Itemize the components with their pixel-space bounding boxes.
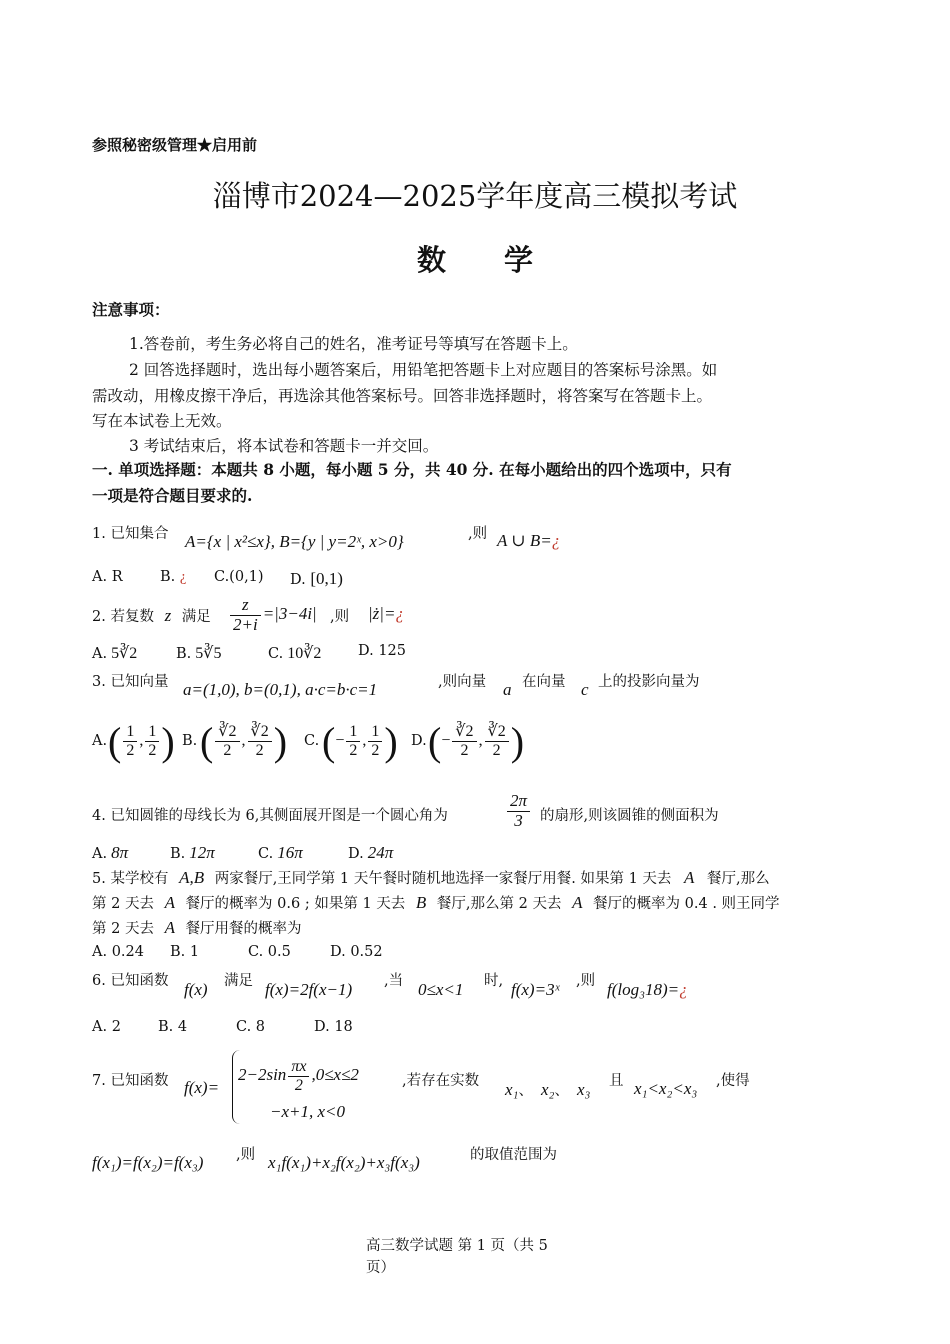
denominator: 2 [126,742,135,759]
q5-text: 餐厅的概率为 0.4 . 则王同学 [593,896,780,912]
q4-option-d [348,843,393,863]
paren-open: ( [108,719,122,764]
notice-item-3: 3 考试结束后，将本试卷和答题卡一并交回。 [129,437,439,455]
q2-then: ,则 [330,609,350,625]
q4-option-b [170,843,215,863]
q1-stem: 1. 已知集合 [92,526,169,542]
q3-onto: 在向量 [522,674,566,690]
q7-vars [505,1079,590,1100]
q6-option-c: C. 8 [236,1019,266,1035]
q3-option-d: (− $\frac{∛2}{2}$ , $\frac{∛2}{2}$ ) [428,719,525,764]
q2-fraction-num: z [230,596,261,616]
numerator: ∛2 [452,723,476,742]
page-footer-cont: 页） [366,1260,395,1276]
q6-satisfy: 满足 [224,973,253,989]
numerator: ∛2 [248,723,272,742]
q3-option-a: ( $\frac{1}{2}$ , $\frac{1}{2}$ ) [108,719,175,764]
q3-option-b: ( $\frac{∛2}{2}$ , $\frac{∛2}{2}$ ) [200,719,288,764]
fraction [452,723,476,759]
q4-angle [505,792,532,830]
section-heading: 一. 单项选择题：本题共 8 小题，每小题 5 分，共 40 分. 在每小题给出的四个选项中，只有 [92,460,732,479]
q1-option-b [160,569,186,586]
fraction [485,723,509,759]
q6-option-b: B. 4 [158,1019,188,1035]
q5-var-a: A [684,868,695,887]
q7-case-1-den: 2 [294,1076,303,1094]
q2-var: z [164,606,172,625]
paren-close: ) [384,719,398,764]
q7-case-1-num: πx [288,1058,309,1077]
q6-ask [607,980,688,1000]
q2-option-b [176,643,221,663]
q3-vec-c: c [581,680,589,699]
q2-fraction [230,596,261,634]
q6-definition: f(x)=3ˣ [511,980,560,999]
q7-range-ask: 的取值范围为 [470,1147,557,1163]
paren-close: ) [161,719,175,764]
q5-text: 两家餐厅,王同学第 1 天午餐时随机地选择一家餐厅用餐. 如果第 1 天去 [214,871,672,887]
q7-stem: 7. 已知函数 [92,1073,169,1089]
denominator: 2 [255,742,264,759]
fraction [215,723,239,759]
q2-stem-text: 2. 若复数 [92,609,154,625]
q3-vec-a: a [503,680,512,699]
q5-text: 餐厅的概率为 0.6 ; 如果第 1 天去 [185,896,406,912]
q4-option-d-label: D. [348,846,364,862]
q1-option-d-value: [0,1) [310,569,343,588]
q4-option-a [92,843,128,863]
fraction [368,723,382,759]
q5-restaurants: A,B [179,868,205,887]
q4-angle-den: 3 [514,810,523,830]
notice-item-2-cont: 需改动，用橡皮擦干净后，再选涂其他答案标号。回答非选择题时，将答案写在答题卡上。 [92,387,713,405]
q7-case-1-expr: 2−2sin [238,1065,287,1084]
q6-option-a: A. 2 [92,1019,121,1035]
paren-open: ( [322,719,336,764]
q2-stem [92,605,211,626]
denominator: 2 [492,742,501,759]
q2-option-b-value: 5∛5 [195,645,222,662]
q7-such-that: ,使得 [716,1073,750,1089]
q7-sep: 、 [554,1083,569,1099]
q5-var-a: A [164,918,175,937]
q7-exists: ,若存在实数 [402,1073,480,1089]
fraction [346,723,360,759]
q6-fx: f(x) [184,980,208,999]
notice-item-2-end: 写在本试卷上无效。 [92,412,232,430]
q5-option-d: D. 0.52 [330,944,383,960]
q7-case-2: −x+1, x<0 [270,1102,346,1121]
denominator: 2 [148,742,157,759]
q5-option-a: A. 0.24 [92,944,144,960]
denominator: 2 [371,742,380,759]
q5-line-1 [92,867,770,888]
denominator: 2 [460,742,469,759]
minus-sign: − [441,732,451,750]
notice-item-2: 2 回答选择题时，选出每小题答案后，用铅笔把答题卡上对应题目的答案标号涂黑。如 [129,361,718,379]
q4-option-b-label: B. [170,846,186,862]
q5-line-2 [92,892,780,913]
page-footer: 高三数学试题 第 1 页（共 5 [366,1238,548,1254]
q5-text: 第 2 天去 [92,896,154,912]
notice-title: 注意事项： [92,300,170,319]
q3-option-b-label: B. [182,733,198,749]
q3-option-a-label: A. [92,733,108,749]
numerator: ∛2 [215,723,239,742]
fraction [123,723,137,759]
q6-when: ,当 [384,973,404,989]
q3-option-c-label: C. [304,733,320,749]
paren-close: ) [273,719,288,764]
q3-option-c: (− $\frac{1}{2}$ , $\frac{1}{2}$ ) [322,719,398,764]
q7-and: 且 [609,1073,624,1089]
q2-option-a-value: 5∛2 [111,645,138,662]
q7-case-1-fraction [288,1058,309,1094]
section-heading-cont: 一项是符合题目要求的. [92,486,253,505]
numerator: 1 [123,723,137,742]
q1-option-d [290,569,343,589]
q1-option-c: C.(0,1) [214,569,264,585]
q6-stem: 6. 已知函数 [92,973,169,989]
numerator: 1 [145,723,159,742]
q5-text: 餐厅,那么 [707,871,770,887]
q3-tail: 上的投影向量为 [598,674,700,690]
q6-blank: ¿ [679,980,688,999]
notice-item-1: 1.答卷前，考生务必将自己的姓名，准考证号等填写在答题卡上。 [129,335,578,353]
q6-relation: f(x)=2f(x−1) [265,980,353,999]
q2-option-a-label: A. [92,646,108,662]
q7-case-1 [238,1058,359,1094]
q4-option-a-value: 8π [111,843,129,862]
q1-sets: A={x | x²≤x}, B={y | y=2ˣ, x>0} [185,532,404,551]
q7-then: ,则 [236,1147,256,1163]
denominator: 2 [349,742,358,759]
q7-sum-expr: x₁f(x₁)+x₂f(x₂)+x₃f(x₃) [268,1153,420,1172]
q4-option-c [258,843,303,863]
q1-option-b-label: B. [160,569,176,585]
paren-open: ( [428,719,442,764]
q5-var-b: B [415,893,427,912]
minus-sign: − [335,732,345,750]
q5-var-a: A [164,893,175,912]
q5-text: 餐厅用餐的概率为 [185,921,302,937]
q7-fx: f(x)= [184,1078,220,1097]
q3-option-d-label: D. [411,733,427,749]
q5-text: 5. 某学校有 [92,871,169,887]
q5-line-3 [92,917,302,938]
q4-option-c-value: 16π [277,843,303,862]
q3-stem: 3. 已知向量 [92,674,169,690]
q2-ask-expr: |ż|= [368,604,396,623]
q7-x3: x₃ [576,1080,591,1099]
q7-sep: 、 [518,1083,533,1099]
fraction [248,723,272,759]
q1-option-b-value: ¿ [179,569,187,585]
denominator: 2 [223,742,232,759]
q7-order: x₁<x₂<x₃ [634,1079,698,1098]
q6-range: 0≤x<1 [418,980,464,999]
q6-option-d: D. 18 [314,1019,353,1035]
q4-angle-num: 2π [507,792,530,812]
q7-equal-values: f(x₁)=f(x₂)=f(x₃) [92,1153,204,1172]
q4-option-b-value: 12π [189,843,215,862]
numerator: 1 [346,723,360,742]
q2-fraction-den: 2+i [233,614,258,634]
q3-then: ,则向量 [438,674,487,690]
q5-text: 餐厅,那么第 2 天去 [436,896,562,912]
q4-option-a-label: A. [92,846,108,862]
secrecy-label: 参照秘密级管理★启用前 [92,136,258,154]
q4-option-d-value: 24π [367,843,394,862]
q2-option-c [268,643,321,663]
q6-ask-expr: f(log₃18)= [607,980,680,999]
numerator: 1 [368,723,382,742]
q6-at: 时, [484,973,504,989]
q1-option-a: A. R [92,569,123,585]
q1-then: ,则 [468,526,488,542]
q2-option-b-label: B. [176,646,192,662]
q3-vectors: a=(1,0), b=(0,1), a·c=b·c=1 [183,680,378,699]
q1-blank: ¿ [551,531,561,550]
q2-option-d: D. 125 [358,643,407,659]
q7-case-1-cond: ,0≤x≤2 [311,1065,359,1084]
q7-x1: x₁ [505,1080,519,1099]
q1-option-d-label: D. [290,572,306,588]
subject-title: 数 学 [416,243,533,277]
q4-tail: 的扇形,则该圆锥的侧面积为 [540,808,719,824]
q2-ask [368,604,404,624]
q5-text: 第 2 天去 [92,921,154,937]
q2-option-c-label: C. [268,646,284,662]
q2-option-a [92,643,137,663]
paren-close: ) [510,719,525,764]
fraction [145,723,159,759]
q2-blank: ¿ [395,604,404,623]
q2-satisfy: 满足 [181,609,211,625]
q4-stem: 4. 已知圆锥的母线长为 6,其侧面展开图是一个圆心角为 [92,808,448,824]
q4-option-c-label: C. [258,846,274,862]
q4-angle-fraction [507,792,530,830]
q5-option-b: B. 1 [170,944,200,960]
exam-title: 淄博市2024—2025学年度高三模拟考试 [212,179,738,213]
q6-then: ,则 [576,973,596,989]
q5-option-c: C. 0.5 [248,944,291,960]
q2-option-c-value: 10∛2 [287,645,322,662]
q2-rhs: =|3−4i| [262,604,317,624]
numerator: ∛2 [485,723,509,742]
q2-equation [228,596,317,634]
paren-open: ( [200,719,214,764]
q1-union: A ∪ B= [497,531,552,550]
q5-var-a: A [572,893,583,912]
q7-x2: x₂ [540,1080,555,1099]
q1-ask [497,531,560,551]
